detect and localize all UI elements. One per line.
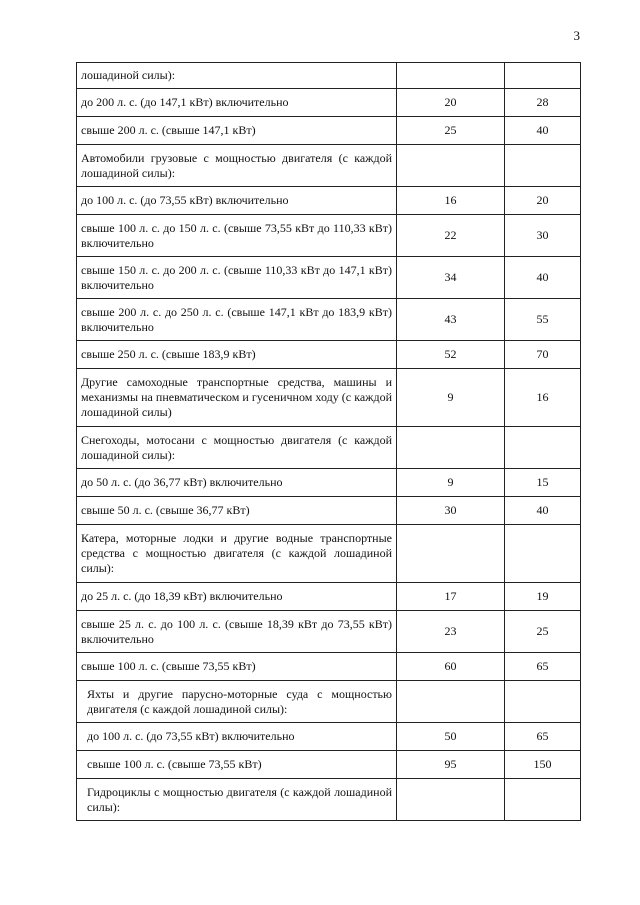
table-row [77,341,581,369]
rate-value-cell-1: 22 [397,215,505,257]
rate-value-cell-1: 20 [397,89,505,117]
vehicle-category-cell: Снегоходы, мотосани с мощностью двигателя (с каждой лошадиной силы): [77,427,397,469]
vehicle-category-cell: свыше 50 л. с. (свыше 36,77 кВт) [77,497,397,525]
rate-value-cell-1: 9 [397,369,505,427]
table-row [77,583,581,611]
rate-value-cell-2: 40 [505,257,581,299]
rate-value-cell-2: 28 [505,89,581,117]
table-row [77,187,581,215]
rate-value-cell-1: 60 [397,653,505,681]
rate-value-cell-2 [505,427,581,469]
table-row [77,751,581,779]
page-number: 3 [573,28,580,43]
rate-value-cell-1: 95 [397,751,505,779]
rate-value-cell-1: 16 [397,187,505,215]
vehicle-category-cell: Катера, моторные лодки и другие водные транспортные средства с мощностью двигателя (с каждой лошадиной силы): [77,525,397,583]
rate-value-cell-1: 50 [397,723,505,751]
rate-value-cell-1 [397,779,505,821]
rate-value-cell-2: 40 [505,117,581,145]
rate-value-cell-2: 40 [505,497,581,525]
vehicle-category-cell: до 50 л. с. (до 36,77 кВт) включительно [77,469,397,497]
table-row [77,299,581,341]
table-row [77,63,581,89]
rate-value-cell-1 [397,145,505,187]
vehicle-category-cell: до 25 л. с. (до 18,39 кВт) включительно [77,583,397,611]
vehicle-category-cell: Гидроциклы с мощностью двигателя (с каждой лошадиной силы): [77,779,397,821]
rate-value-cell-2: 70 [505,341,581,369]
table-body [77,63,581,821]
table-row [77,611,581,653]
vehicle-category-cell: до 200 л. с. (до 147,1 кВт) включительно [77,89,397,117]
rate-value-cell-2 [505,525,581,583]
vehicle-category-cell: свыше 25 л. с. до 100 л. с. (свыше 18,39 кВт до 73,55 кВт) включительно [77,611,397,653]
rate-value-cell-2 [505,145,581,187]
table-row [77,89,581,117]
table-row [77,525,581,583]
rate-value-cell-1 [397,681,505,723]
rate-value-cell-2 [505,63,581,89]
table-row [77,469,581,497]
vehicle-category-cell: Автомобили грузовые с мощностью двигателя (с каждой лошадиной силы): [77,145,397,187]
rate-value-cell-1: 52 [397,341,505,369]
table-row [77,369,581,427]
table-row [77,215,581,257]
rate-value-cell-1 [397,63,505,89]
vehicle-category-cell: до 100 л. с. (до 73,55 кВт) включительно [77,723,397,751]
rate-value-cell-2: 20 [505,187,581,215]
table-row [77,257,581,299]
table-row [77,145,581,187]
table-row [77,723,581,751]
rate-value-cell-2: 150 [505,751,581,779]
rate-value-cell-1: 23 [397,611,505,653]
vehicle-category-cell: свыше 100 л. с. (свыше 73,55 кВт) [77,751,397,779]
vehicle-category-cell: Другие самоходные транспортные средства, машины и механизмы на пневматическом и гусеничном ходу (с каждой лошадиной силы) [77,369,397,427]
vehicle-category-cell: свыше 100 л. с. (свыше 73,55 кВт) [77,653,397,681]
vehicle-category-cell: свыше 150 л. с. до 200 л. с. (свыше 110,33 кВт до 147,1 кВт) включительно [77,257,397,299]
rate-value-cell-2: 16 [505,369,581,427]
table-row [77,681,581,723]
vehicle-category-cell: свыше 200 л. с. (свыше 147,1 кВт) [77,117,397,145]
vehicle-category-cell: Яхты и другие парусно-моторные суда с мощностью двигателя (с каждой лошадиной силы): [77,681,397,723]
vehicle-category-cell: свыше 100 л. с. до 150 л. с. (свыше 73,55 кВт до 110,33 кВт) включительно [77,215,397,257]
rate-value-cell-2 [505,779,581,821]
table-row [77,427,581,469]
rate-value-cell-2: 55 [505,299,581,341]
rate-value-cell-1: 30 [397,497,505,525]
rate-value-cell-1: 25 [397,117,505,145]
rate-value-cell-2: 65 [505,723,581,751]
table-row [77,653,581,681]
rate-value-cell-1: 34 [397,257,505,299]
rate-value-cell-1 [397,427,505,469]
table-row [77,117,581,145]
rate-value-cell-1: 43 [397,299,505,341]
rate-value-cell-2: 19 [505,583,581,611]
rate-value-cell-1: 9 [397,469,505,497]
vehicle-category-cell: до 100 л. с. (до 73,55 кВт) включительно [77,187,397,215]
vehicle-category-cell: свыше 250 л. с. (свыше 183,9 кВт) [77,341,397,369]
rate-value-cell-2 [505,681,581,723]
rate-value-cell-2: 30 [505,215,581,257]
rate-value-cell-2: 65 [505,653,581,681]
rate-value-cell-2: 15 [505,469,581,497]
tax-rate-table [76,62,581,821]
table-row [77,497,581,525]
rate-value-cell-1: 17 [397,583,505,611]
vehicle-category-cell: лошадиной силы): [77,63,397,89]
table-row [77,779,581,821]
rate-value-cell-1 [397,525,505,583]
vehicle-category-cell: свыше 200 л. с. до 250 л. с. (свыше 147,1 кВт до 183,9 кВт) включительно [77,299,397,341]
rate-value-cell-2: 25 [505,611,581,653]
